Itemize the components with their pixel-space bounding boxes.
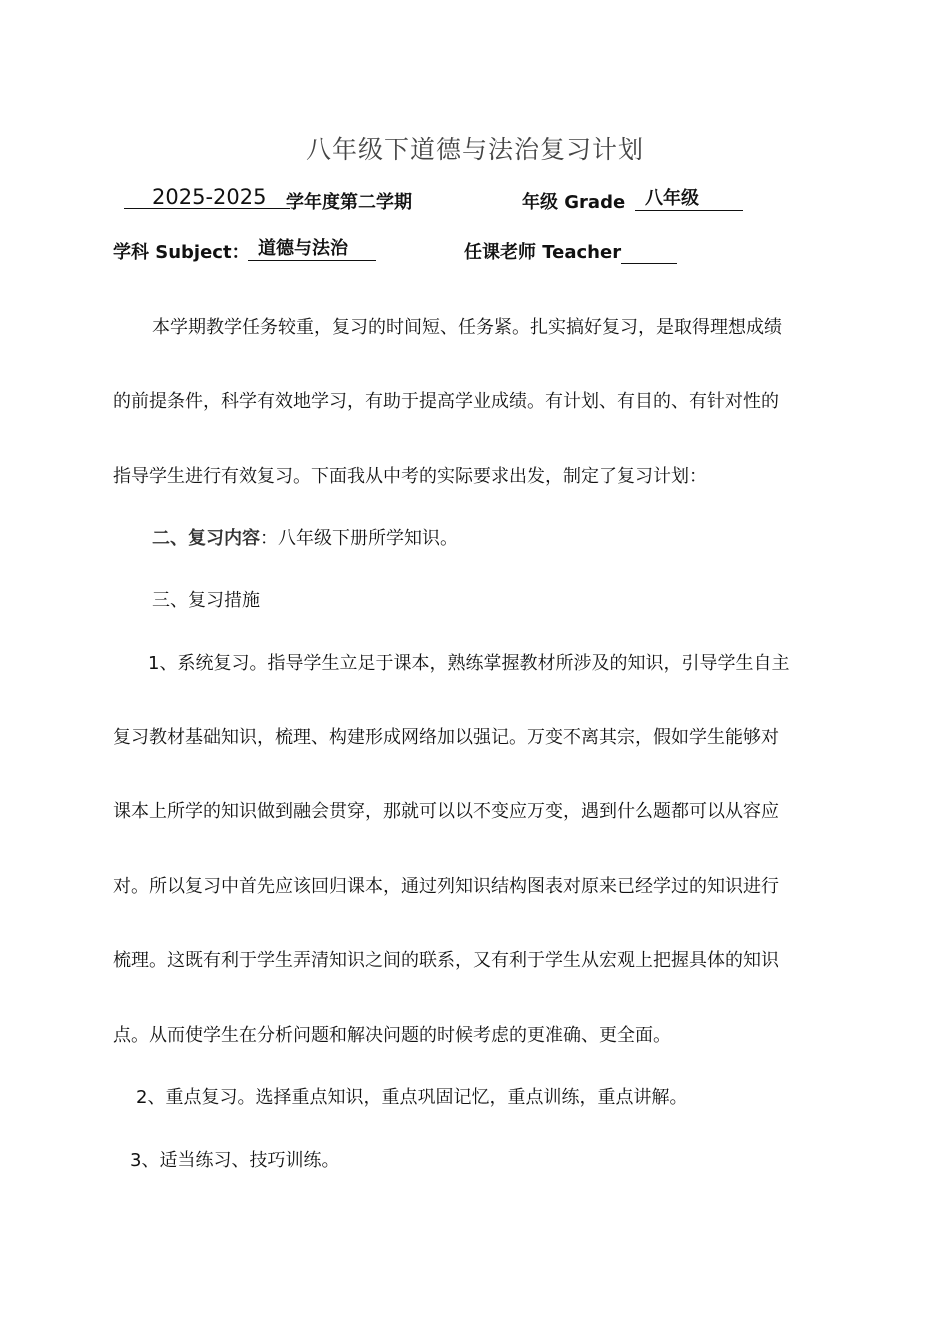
- section-2-text: ：八年级下册所学知识。: [260, 528, 458, 549]
- item-1-line-4: 对。所以复习中首先应该回归课本，通过列知识结构图表对原来已经学过的知识进行: [113, 876, 779, 897]
- section-review-content: [152, 524, 458, 550]
- intro-line-3: 指导学生进行有效复习。下面我从中考的实际要求出发，制定了复习计划：: [113, 466, 707, 487]
- item-1-line-5: 梳理。这既有利于学生弄清知识之间的联系，又有利于学生从宏观上把握具体的知识: [113, 950, 779, 971]
- page-title: 八年级下道德与法治复习计划: [305, 135, 644, 164]
- subject-label: 学科 Subject：: [113, 242, 250, 263]
- school-year-field: [124, 186, 290, 209]
- grade-value: 八年级: [635, 188, 743, 211]
- intro-line-1: 本学期教学任务较重，复习的时间短、任务紧。扎实搞好复习，是取得理想成绩: [152, 317, 782, 338]
- grade-field: [635, 188, 743, 211]
- subject-value: 道德与法治: [248, 238, 376, 261]
- teacher-label: 任课老师 Teacher: [464, 242, 622, 263]
- section-2-heading: 二、复习内容: [152, 528, 260, 549]
- item-1-line-3: 课本上所学的知识做到融会贯穿，那就可以以不变应万变，遇到什么题都可以从容应: [113, 801, 779, 822]
- teacher-blank: [621, 241, 677, 264]
- item-1-line-1: 1、系统复习。指导学生立足于课本，熟练掌握教材所涉及的知识，引导学生自主: [148, 653, 790, 674]
- item-1-line-2: 复习教材基础知识，梳理、构建形成网络加以强记。万变不离其宗，假如学生能够对: [113, 727, 779, 748]
- intro-line-2: 的前提条件，科学有效地学习，有助于提高学业成绩。有计划、有目的、有针对性的: [113, 391, 779, 412]
- teacher-field: [464, 238, 677, 264]
- term-label: 学年度第二学期: [286, 192, 412, 213]
- grade-label: 年级 Grade: [522, 192, 626, 213]
- school-year-value: 2025-2025: [124, 186, 290, 209]
- section-3-heading: 三、复习措施: [152, 590, 260, 611]
- item-3: 3、适当练习、技巧训练。: [130, 1150, 340, 1171]
- subject-field: [248, 238, 376, 261]
- item-1-line-6: 点。从而使学生在分析问题和解决问题的时候考虑的更准确、更全面。: [113, 1025, 671, 1046]
- item-2: 2、重点复习。选择重点知识，重点巩固记忆，重点训练，重点讲解。: [136, 1087, 688, 1108]
